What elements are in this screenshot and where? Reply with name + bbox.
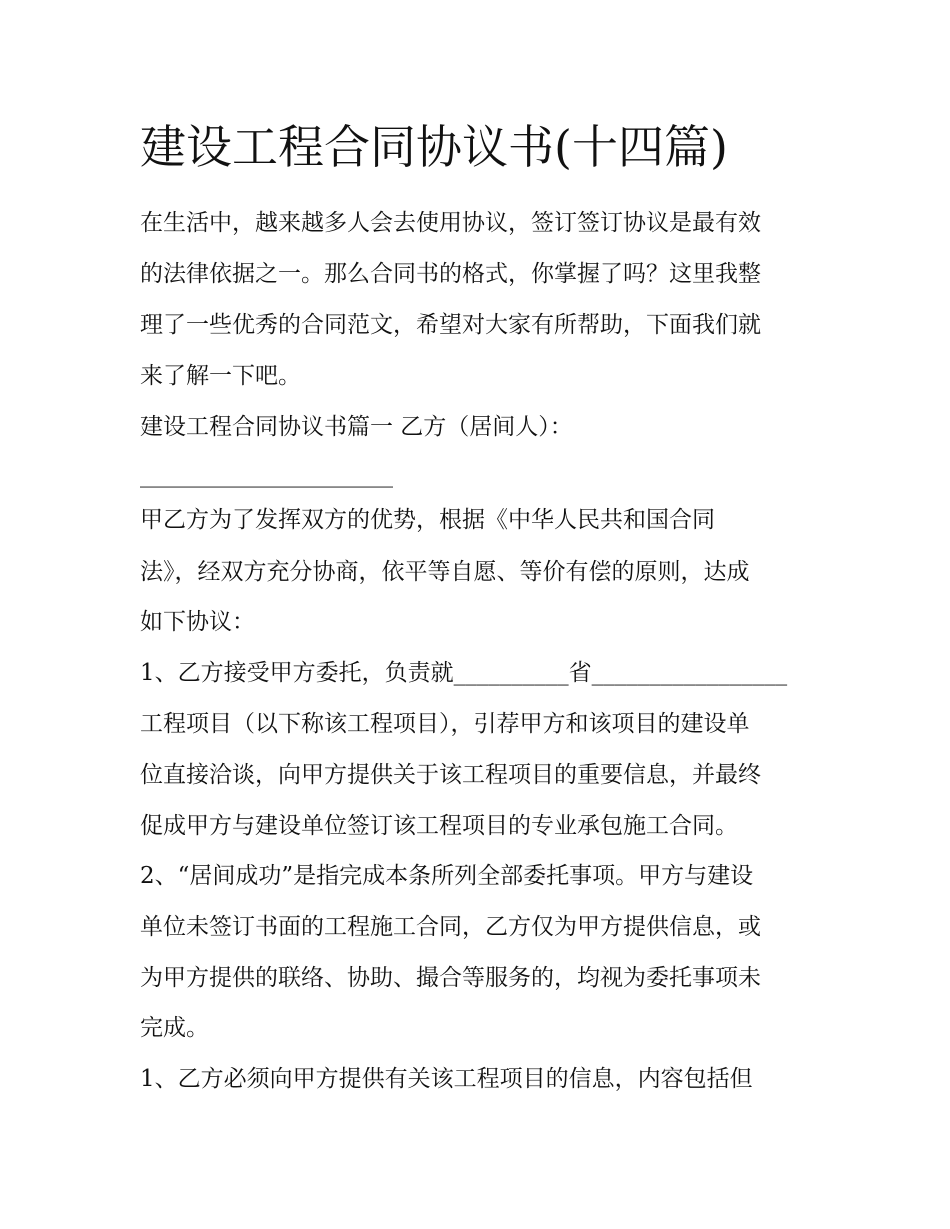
paragraph-line: 位直接洽谈，向甲方提供关于该工程项目的重要信息，并最终 — [140, 762, 761, 788]
paragraph-line: 的法律依据之一。那么合同书的格式，你掌握了吗？这里我整 — [140, 261, 761, 287]
paragraph-line: 完成。 — [140, 1015, 209, 1041]
paragraph-line: 为甲方提供的联络、协助、撮合等服务的，均视为委托事项未 — [140, 965, 761, 991]
blank-fill-line: ______________________ — [140, 462, 393, 488]
section-heading-line: 建设工程合同协议书篇一 乙方（居间人）： — [140, 414, 573, 440]
paragraph-line: 工程项目（以下称该工程项目），引荐甲方和该项目的建设单 — [140, 711, 750, 737]
paragraph-line: 促成甲方与建设单位签订该工程项目的专业承包施工合同。 — [140, 813, 738, 839]
paragraph-line: 单位未签订书面的工程施工合同，乙方仅为甲方提供信息，或 — [140, 914, 761, 940]
paragraph-line: 法》，经双方充分协商，依平等自愿、等价有偿的原则，达成 — [140, 559, 750, 585]
clause-line: 1、乙方接受甲方委托，负责就__________省_________________ — [140, 660, 788, 686]
paragraph-line: 来了解一下吧。 — [140, 363, 301, 389]
clause-line: 2、“居间成功”是指完成本条所列全部委托事项。甲方与建设 — [140, 863, 754, 889]
paragraph-line: 如下协议： — [140, 609, 255, 635]
clause-line: 1、乙方必须向甲方提供有关该工程项目的信息，内容包括但 — [140, 1066, 753, 1092]
paragraph-line: 理了一些优秀的合同范文，希望对大家有所帮助，下面我们就 — [140, 312, 761, 338]
document-title: 建设工程合同协议书(十四篇) — [140, 120, 728, 174]
paragraph-line: 在生活中，越来越多人会去使用协议，签订签订协议是最有效 — [140, 210, 761, 236]
paragraph-line: 甲乙方为了发挥双方的优势，根据《中华人民共和国合同 — [140, 507, 715, 533]
